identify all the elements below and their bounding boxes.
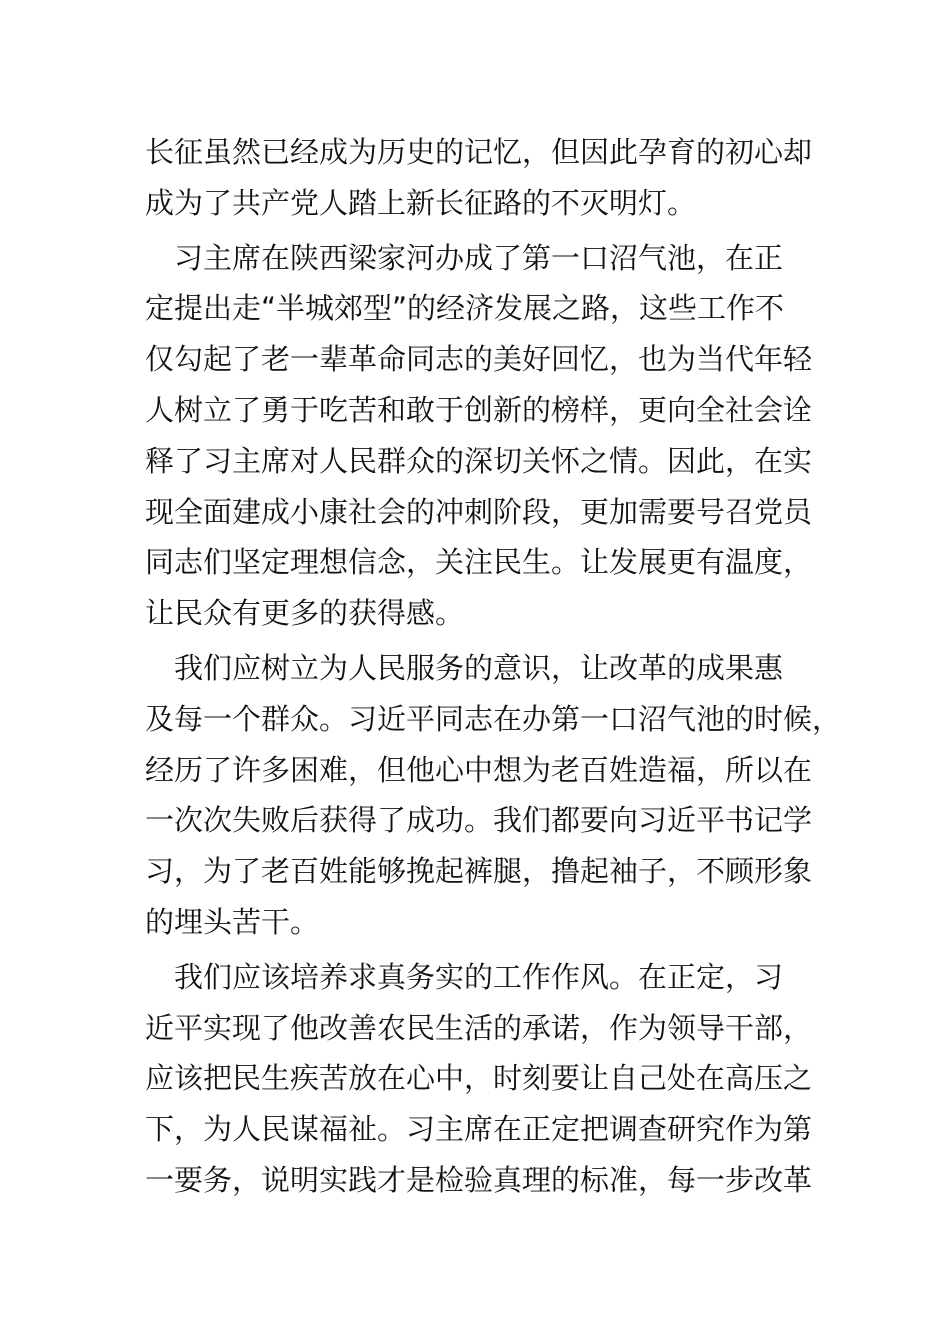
text-line: 一次次失败后获得了成功。我们都要向习近平书记学 (145, 803, 813, 838)
text-line: 仅勾起了老一辈革命同志的美好回忆，也为当代年轻 (145, 342, 813, 377)
document-body (145, 127, 842, 1206)
text-line: 成为了共产党人踏上新长征路的不灭明灯。 (145, 185, 697, 220)
text-line: 应该把民生疾苦放在心中，时刻要让自己处在高压之 (145, 1061, 813, 1096)
paragraph-1 (145, 127, 813, 229)
text-line: 近平实现了他改善农民生活的承诺，作为领导干部， (145, 1010, 813, 1045)
text-line: 我们应该培养求真务实的工作作风。在正定，习 (145, 959, 784, 994)
text-line: 现全面建成小康社会的冲刺阶段，更加需要号召党员 (145, 494, 813, 529)
paragraph-2 (145, 233, 813, 639)
paragraph-3 (145, 643, 842, 948)
text-line: 的埋头苦干。 (145, 904, 320, 939)
text-line: 同志们坚定理想信念，关注民生。让发展更有温度， (145, 545, 813, 580)
text-line: 及每一个群众。习近平同志在办第一口沼气池的时候， (145, 701, 842, 736)
text-line: 释了习主席对人民群众的深切关怀之情。因此，在实 (145, 443, 813, 478)
text-line: 定提出走“半城郊型”的经济发展之路，这些工作不 (145, 291, 785, 326)
paragraph-4 (145, 952, 813, 1206)
text-line: 一要务，说明实践才是检验真理的标准，每一步改革 (145, 1162, 813, 1197)
text-line: 习，为了老百姓能够挽起裤腿，撸起袖子，不顾形象 (145, 854, 813, 889)
text-line: 我们应树立为人民服务的意识，让改革的成果惠 (145, 650, 784, 685)
text-line: 习主席在陕西梁家河办成了第一口沼气池，在正 (145, 240, 784, 275)
text-line: 人树立了勇于吃苦和敢于创新的榜样，更向全社会诠 (145, 392, 813, 427)
text-line: 长征虽然已经成为历史的记忆，但因此孕育的初心却 (145, 135, 813, 169)
text-line: 下，为人民谋福祉。习主席在正定把调查研究作为第 (145, 1112, 813, 1147)
text-line: 让民众有更多的获得感。 (145, 596, 465, 631)
text-line: 经历了许多困难，但他心中想为老百姓造福，所以在 (145, 752, 813, 787)
